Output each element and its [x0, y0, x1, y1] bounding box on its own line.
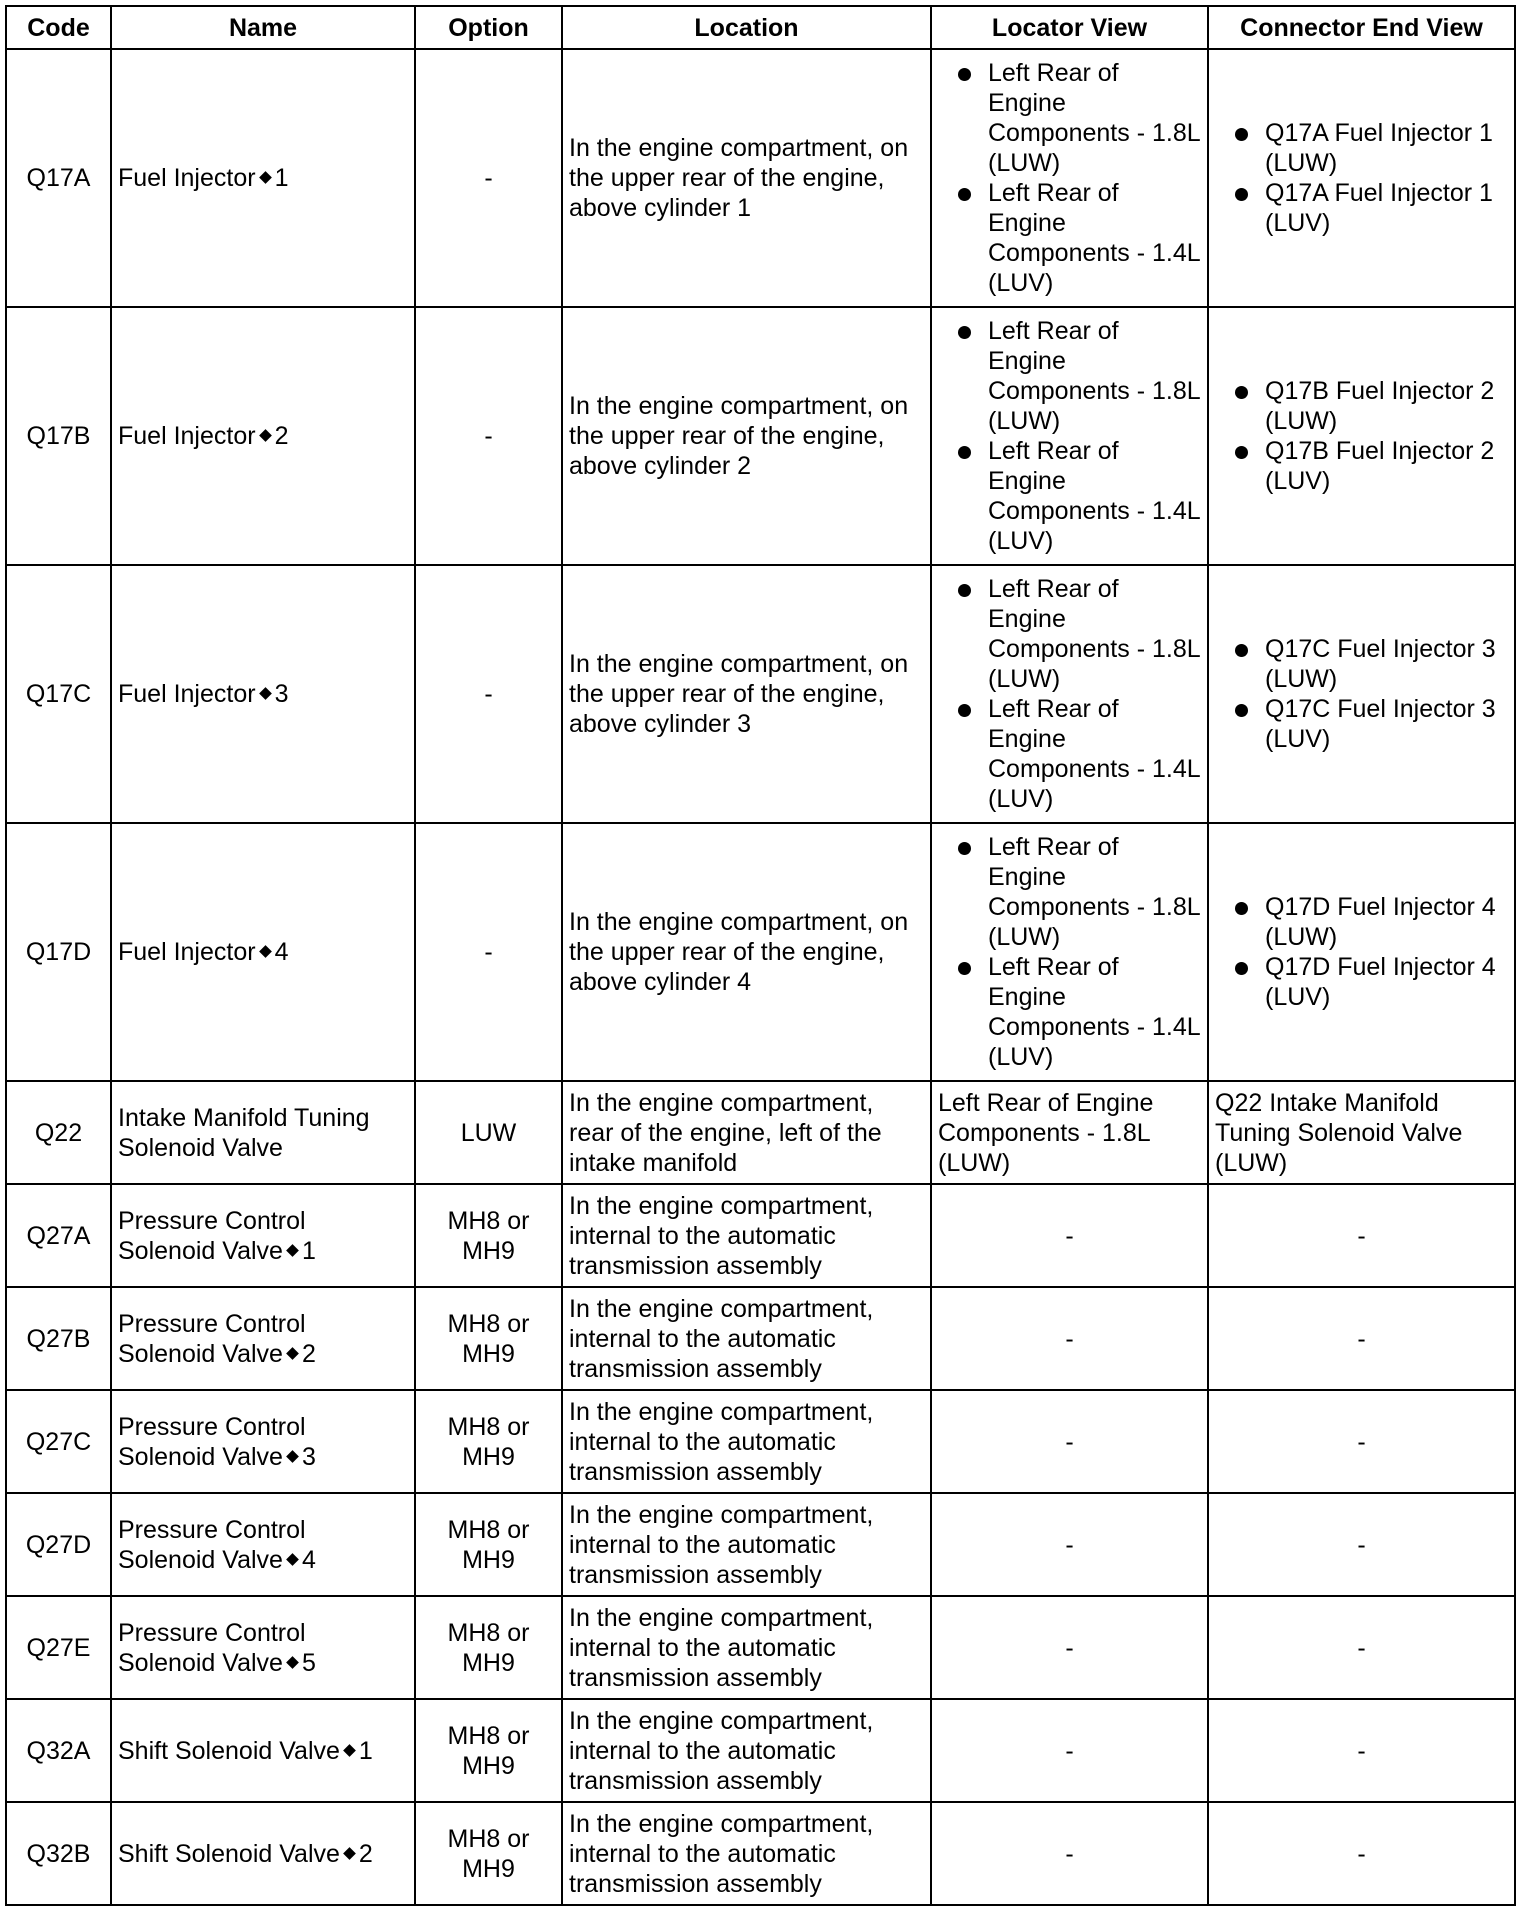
- cell-code: Q27E: [6, 1596, 111, 1699]
- name-text: Pressure Control Solenoid Valve: [118, 1206, 306, 1265]
- table-row: [6, 1390, 1515, 1493]
- bullet-icon: [958, 704, 971, 717]
- cell-locator-view: [931, 49, 1208, 307]
- cell-locator-view: [931, 307, 1208, 565]
- diamond-icon: [286, 1450, 299, 1463]
- name-text: Pressure Control Solenoid Valve: [118, 1309, 306, 1368]
- cell-code: Q17C: [6, 565, 111, 823]
- cell-option: MH8 or MH9: [415, 1493, 562, 1596]
- table-row: [6, 1184, 1515, 1287]
- component-table: [5, 5, 1516, 1906]
- bullet-icon: [958, 962, 971, 975]
- name-suffix: 2: [274, 422, 289, 450]
- name-text: Pressure Control Solenoid Valve: [118, 1412, 306, 1471]
- cell-connector-end-view: -: [1208, 1390, 1515, 1493]
- header-location: Location: [562, 6, 931, 49]
- name-suffix: 5: [301, 1648, 316, 1677]
- cell-locator-view: -: [931, 1390, 1208, 1493]
- table-row: [6, 307, 1515, 565]
- cell-location: In the engine compartment, internal to the automatic transmission assembly: [562, 1390, 931, 1493]
- table-row: [6, 823, 1515, 1081]
- cell-code: Q32A: [6, 1699, 111, 1802]
- cell-code: Q27B: [6, 1287, 111, 1390]
- header-row: [6, 6, 1515, 49]
- bullet-icon: [1235, 188, 1248, 201]
- cell-location: In the engine compartment, on the upper rear of the engine, above cylinder 4: [562, 823, 931, 1081]
- bullet-icon: [1235, 128, 1248, 141]
- bullet-icon: [958, 446, 971, 459]
- cell-code: Q27C: [6, 1390, 111, 1493]
- name-suffix: 2: [358, 1839, 373, 1868]
- name-text: Shift Solenoid Valve: [118, 1839, 340, 1868]
- cell-connector-end-view: -: [1208, 1287, 1515, 1390]
- bullet-icon: [1235, 704, 1248, 717]
- name-text: Pressure Control Solenoid Valve: [118, 1515, 306, 1574]
- cell-name: [111, 565, 415, 823]
- list-item[interactable]: [938, 952, 1201, 1072]
- bullet-icon: [1235, 644, 1248, 657]
- cell-code: Q27D: [6, 1493, 111, 1596]
- bullet-icon: [1235, 962, 1248, 975]
- cell-location: In the engine compartment, internal to the automatic transmission assembly: [562, 1287, 931, 1390]
- name-text: Shift Solenoid Valve: [118, 1736, 340, 1765]
- name-text: Intake Manifold Tuning Solenoid Valve: [118, 1103, 370, 1162]
- cell-locator-view[interactable]: Left Rear of Engine Components - 1.8L (LUW): [931, 1081, 1208, 1184]
- cell-connector-end-view: [1208, 565, 1515, 823]
- locator-link[interactable]: Left Rear of Engine Components - 1.4L (LUV): [988, 179, 1200, 297]
- cell-connector-end-view: [1208, 307, 1515, 565]
- list-item[interactable]: [938, 316, 1201, 436]
- cell-connector-end-view: -: [1208, 1596, 1515, 1699]
- table-row: [6, 49, 1515, 307]
- cell-name: [111, 1493, 415, 1596]
- cell-location: In the engine compartment, internal to the automatic transmission assembly: [562, 1493, 931, 1596]
- cell-name: [111, 1081, 415, 1184]
- diamond-icon: [286, 1553, 299, 1566]
- cell-locator-view: -: [931, 1493, 1208, 1596]
- diamond-icon: [343, 1744, 356, 1757]
- table-row: [6, 1287, 1515, 1390]
- diamond-icon: [259, 688, 272, 701]
- connector-link[interactable]: Q17A Fuel Injector 1 (LUV): [1265, 179, 1493, 237]
- cell-name: [111, 1390, 415, 1493]
- bullet-icon: [1235, 446, 1248, 459]
- bullet-icon: [958, 584, 971, 597]
- list-item[interactable]: [938, 58, 1201, 178]
- table-row: [6, 1802, 1515, 1905]
- locator-link[interactable]: Left Rear of Engine Components - 1.8L (LUW): [988, 317, 1200, 435]
- table-row: [6, 1081, 1515, 1184]
- connector-link[interactable]: Q17D Fuel Injector 4 (LUW): [1265, 893, 1496, 951]
- cell-locator-view: -: [931, 1287, 1208, 1390]
- cell-name: [111, 1287, 415, 1390]
- diamond-icon: [286, 1244, 299, 1257]
- bullet-icon: [1235, 386, 1248, 399]
- table-row: [6, 1493, 1515, 1596]
- cell-location: In the engine compartment, internal to the automatic transmission assembly: [562, 1802, 931, 1905]
- cell-locator-view: -: [931, 1184, 1208, 1287]
- cell-locator-view: -: [931, 1699, 1208, 1802]
- table-row: [6, 565, 1515, 823]
- cell-code: Q27A: [6, 1184, 111, 1287]
- diamond-icon: [259, 946, 272, 959]
- cell-name: [111, 823, 415, 1081]
- cell-locator-view: -: [931, 1802, 1208, 1905]
- cell-connector-end-view: -: [1208, 1699, 1515, 1802]
- bullet-icon: [958, 188, 971, 201]
- cell-connector-end-view: [1208, 49, 1515, 307]
- cell-connector-end-view[interactable]: Q22 Intake Manifold Tuning Solenoid Valve (LUW): [1208, 1081, 1515, 1184]
- locator-link[interactable]: Left Rear of Engine Components - 1.8L (LUW): [988, 575, 1200, 693]
- cell-option: LUW: [415, 1081, 562, 1184]
- header-code: Code: [6, 6, 111, 49]
- list-item[interactable]: [1215, 892, 1508, 952]
- cell-connector-end-view: -: [1208, 1184, 1515, 1287]
- connector-link[interactable]: Q17C Fuel Injector 3 (LUW): [1265, 635, 1496, 693]
- list-item[interactable]: [1215, 436, 1508, 496]
- list-item[interactable]: [1215, 634, 1508, 694]
- header-connector-end-view: Connector End View: [1208, 6, 1515, 49]
- header-locator-view: Locator View: [931, 6, 1208, 49]
- list-item[interactable]: [1215, 694, 1508, 754]
- bullet-icon: [1235, 902, 1248, 915]
- cell-option: MH8 or MH9: [415, 1699, 562, 1802]
- cell-location: In the engine compartment, on the upper rear of the engine, above cylinder 3: [562, 565, 931, 823]
- cell-locator-view: [931, 565, 1208, 823]
- cell-name: [111, 1802, 415, 1905]
- table-row: [6, 1699, 1515, 1802]
- cell-name: [111, 307, 415, 565]
- list-item[interactable]: [1215, 118, 1508, 178]
- connector-link[interactable]: Q17B Fuel Injector 2 (LUW): [1265, 377, 1495, 435]
- locator-link[interactable]: Left Rear of Engine Components - 1.4L (LUV): [988, 695, 1200, 813]
- cell-name: [111, 1596, 415, 1699]
- cell-connector-end-view: -: [1208, 1802, 1515, 1905]
- bullet-icon: [958, 842, 971, 855]
- cell-option: -: [415, 49, 562, 307]
- list-item[interactable]: [938, 694, 1201, 814]
- locator-link[interactable]: Left Rear of Engine Components - 1.8L (LUW): [988, 59, 1200, 177]
- diamond-icon: [286, 1347, 299, 1360]
- diamond-icon: [343, 1847, 356, 1860]
- list-item[interactable]: [1215, 952, 1508, 1012]
- cell-option: MH8 or MH9: [415, 1390, 562, 1493]
- name-suffix: 2: [301, 1339, 316, 1368]
- locator-link[interactable]: Left Rear of Engine Components - 1.8L (LUW): [988, 833, 1200, 951]
- name-suffix: 3: [301, 1442, 316, 1471]
- cell-name: [111, 1699, 415, 1802]
- cell-location: In the engine compartment, internal to the automatic transmission assembly: [562, 1699, 931, 1802]
- cell-name: [111, 49, 415, 307]
- cell-option: -: [415, 307, 562, 565]
- list-item[interactable]: [938, 178, 1201, 298]
- name-text: Fuel Injector: [118, 422, 256, 450]
- table-row: [6, 1596, 1515, 1699]
- name-suffix: 1: [301, 1236, 316, 1265]
- connector-link[interactable]: Q17D Fuel Injector 4 (LUV): [1265, 953, 1496, 1011]
- name-suffix: 4: [301, 1545, 316, 1574]
- list-item[interactable]: [1215, 376, 1508, 436]
- cell-location: In the engine compartment, on the upper rear of the engine, above cylinder 2: [562, 307, 931, 565]
- name-suffix: 3: [274, 680, 289, 708]
- locator-link[interactable]: Left Rear of Engine Components - 1.4L (LUV): [988, 437, 1200, 555]
- cell-code: Q22: [6, 1081, 111, 1184]
- cell-name: [111, 1184, 415, 1287]
- diamond-icon: [286, 1656, 299, 1669]
- cell-location: In the engine compartment, rear of the engine, left of the intake manifold: [562, 1081, 931, 1184]
- connector-link[interactable]: Q17C Fuel Injector 3 (LUV): [1265, 695, 1496, 753]
- list-item[interactable]: [1215, 178, 1508, 238]
- header-option: Option: [415, 6, 562, 49]
- locator-link[interactable]: Left Rear of Engine Components - 1.4L (LUV): [988, 953, 1200, 1071]
- cell-option: MH8 or MH9: [415, 1596, 562, 1699]
- name-text: Fuel Injector: [118, 938, 256, 966]
- name-text: Fuel Injector: [118, 164, 256, 192]
- header-name: Name: [111, 6, 415, 49]
- cell-connector-end-view: -: [1208, 1493, 1515, 1596]
- cell-code: Q17A: [6, 49, 111, 307]
- cell-location: In the engine compartment, on the upper rear of the engine, above cylinder 1: [562, 49, 931, 307]
- cell-code: Q17B: [6, 307, 111, 565]
- connector-link[interactable]: Q17B Fuel Injector 2 (LUV): [1265, 437, 1495, 495]
- component-locator-sheet: [5, 5, 1514, 1906]
- name-suffix: 1: [358, 1736, 373, 1765]
- diamond-icon: [259, 172, 272, 185]
- bullet-icon: [958, 68, 971, 81]
- cell-location: In the engine compartment, internal to the automatic transmission assembly: [562, 1184, 931, 1287]
- name-suffix: 1: [274, 164, 289, 192]
- cell-option: MH8 or MH9: [415, 1802, 562, 1905]
- name-text: Pressure Control Solenoid Valve: [118, 1618, 306, 1677]
- cell-option: -: [415, 823, 562, 1081]
- cell-location: In the engine compartment, internal to the automatic transmission assembly: [562, 1596, 931, 1699]
- cell-code: Q17D: [6, 823, 111, 1081]
- cell-locator-view: [931, 823, 1208, 1081]
- connector-link[interactable]: Q17A Fuel Injector 1 (LUW): [1265, 119, 1493, 177]
- bullet-icon: [958, 326, 971, 339]
- name-suffix: 4: [274, 938, 289, 966]
- list-item[interactable]: [938, 436, 1201, 556]
- diamond-icon: [259, 430, 272, 443]
- list-item[interactable]: [938, 574, 1201, 694]
- cell-locator-view: -: [931, 1596, 1208, 1699]
- cell-code: Q32B: [6, 1802, 111, 1905]
- name-text: Fuel Injector: [118, 680, 256, 708]
- cell-option: MH8 or MH9: [415, 1287, 562, 1390]
- cell-connector-end-view: [1208, 823, 1515, 1081]
- cell-option: -: [415, 565, 562, 823]
- cell-option: MH8 or MH9: [415, 1184, 562, 1287]
- list-item[interactable]: [938, 832, 1201, 952]
